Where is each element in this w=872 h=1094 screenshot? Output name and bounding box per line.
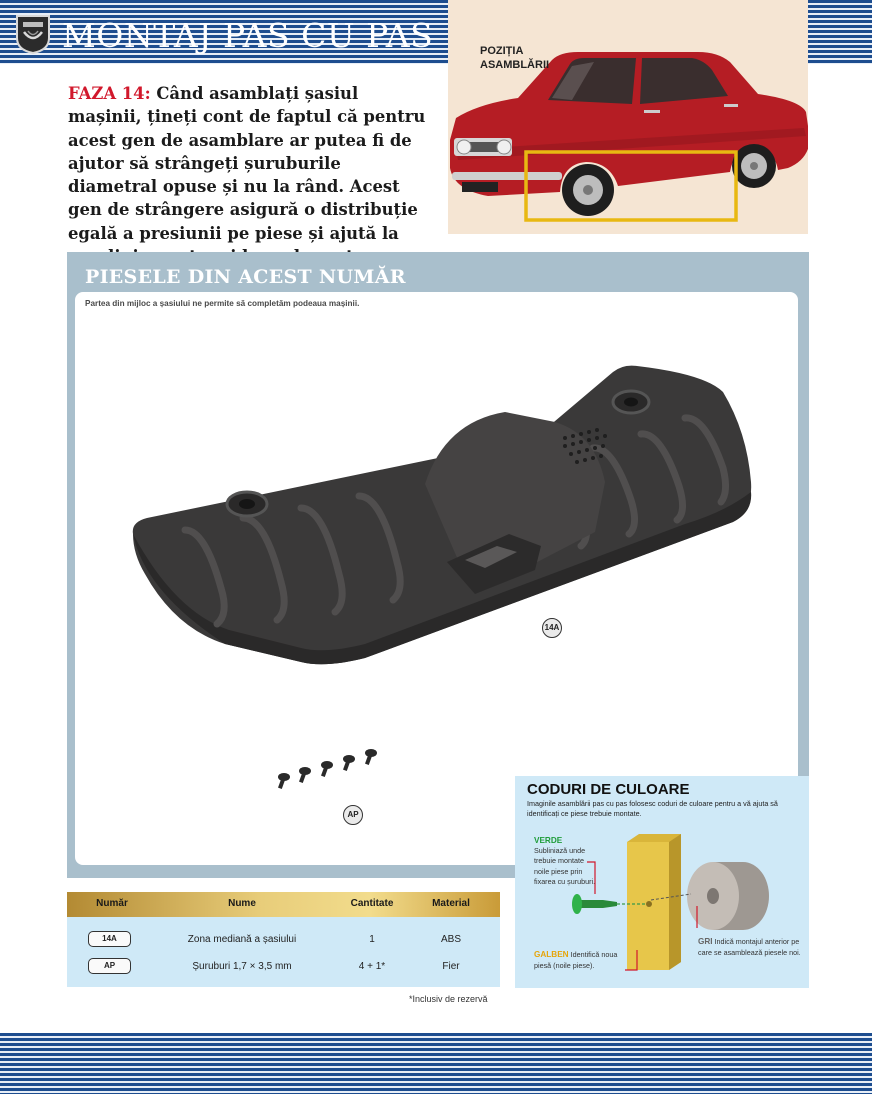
step-label: FAZA 14:	[68, 84, 151, 103]
header-band-right	[808, 0, 872, 64]
part-name: Zona mediană a șasiului	[187, 934, 297, 945]
dacia-logo-icon	[14, 14, 52, 54]
part-quantity: 1	[369, 934, 375, 945]
column-number: Număr	[96, 898, 128, 909]
screws-image	[271, 744, 381, 804]
color-codes-title: CODURI DE CULOARE	[527, 781, 690, 798]
column-material: Material	[432, 898, 470, 909]
color-codes-panel	[515, 776, 809, 988]
yellow-legend-text: Identifică noua piesă (noile piese).	[534, 950, 618, 970]
table-footnote: *Inclusiv de rezervă	[409, 994, 488, 1004]
car-illustration	[448, 0, 808, 234]
green-legend-text: Subliniază unde trebuie montate noile piese prin fixarea cu șuruburi.	[534, 846, 596, 886]
parts-table-header	[67, 892, 500, 917]
part-tag-ap: AP	[343, 805, 363, 825]
parts-table-body	[67, 917, 500, 987]
table-row	[67, 958, 500, 976]
part-material: ABS	[440, 934, 461, 945]
step-text: Când asamblați șasiul mașinii, țineți cont de faptul că pentru acest gen de asamblare ar putea fi de ajutor să strângeți șuruburile diametral opuse și nu la rând. Acest gen de strângere asigură o distribuție egală a presiunii pe piese și ajută la	[68, 84, 426, 243]
part-code: AP	[88, 958, 131, 974]
gray-legend-text: Indică montajul anterior pe care se asamblează piesele noi.	[698, 937, 801, 957]
yellow-legend-label: GALBEN	[534, 950, 569, 959]
assembly-position-panel	[448, 0, 808, 234]
part-quantity: 4 + 1*	[358, 961, 386, 972]
column-name: Nume	[228, 898, 256, 909]
column-quantity: Cantitate	[350, 898, 394, 909]
gray-legend	[698, 937, 808, 958]
green-legend	[534, 836, 598, 887]
part-code: 14A	[88, 931, 131, 947]
color-codes-description: Imaginile asamblării pas cu pas folosesc coduri de culoare pentru a vă ajuta să identificați ce piese trebuie montate.	[527, 799, 778, 818]
table-row	[67, 931, 500, 949]
gray-legend-label: GRI	[698, 937, 713, 946]
pieces-title: PIESELE DIN ACEST NUMĂR	[85, 266, 406, 288]
footer-band	[0, 1033, 872, 1094]
part-material: Fier	[442, 961, 460, 972]
yellow-legend	[534, 950, 630, 971]
part-name: Șuruburi 1,7 × 3,5 mm	[192, 961, 292, 972]
part-tag-14a: 14A	[542, 618, 562, 638]
green-legend-label: VERDE	[534, 836, 563, 845]
chassis-middle-part-image	[125, 362, 755, 692]
pieces-subtitle: Partea din mijloc a șasiului ne permite să completăm podeaua mașinii.	[85, 299, 360, 308]
page-title: MONTAJ PAS CU PAS	[62, 16, 434, 55]
position-label: POZIȚIA ASAMBLĂRII	[480, 45, 550, 71]
step-instruction	[68, 82, 428, 268]
